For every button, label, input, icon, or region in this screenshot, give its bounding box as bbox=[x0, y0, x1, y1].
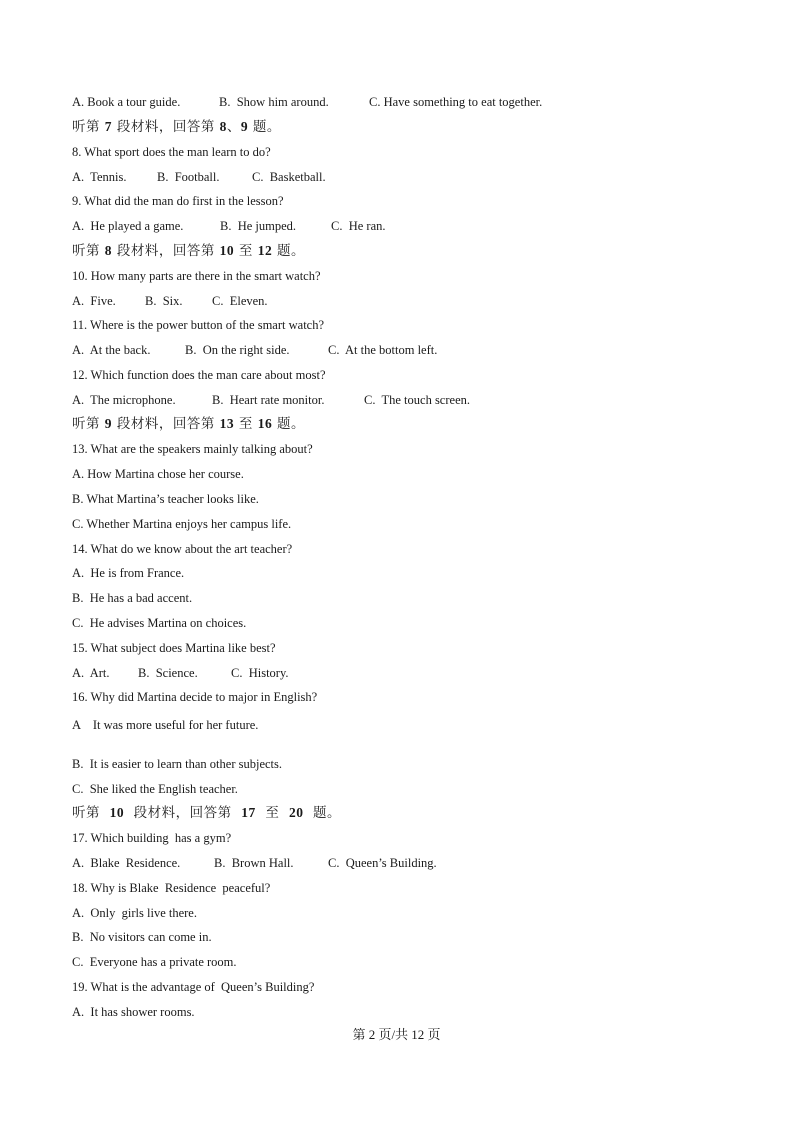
question-text: 19. What is the advantage of Queen’s Building? bbox=[72, 980, 315, 994]
section-heading: 听第 9 段材料，回答第 13 至 16 题。 bbox=[72, 416, 306, 432]
answer-option: C. The touch screen. bbox=[364, 393, 470, 407]
question-text: 17. Which building has a gym? bbox=[72, 831, 232, 845]
section-heading: 听第 10 段材料，回答第 17 至 20 题。 bbox=[72, 805, 342, 821]
question-text: 11. Where is the power button of the smart watch? bbox=[72, 318, 325, 332]
answer-option: A. The microphone. bbox=[72, 393, 176, 407]
question-text: 12. Which function does the man care about most? bbox=[72, 368, 326, 382]
answer-option: C. Basketball. bbox=[252, 170, 326, 184]
answer-option: B. Football. bbox=[157, 170, 220, 184]
question-text: 15. What subject does Martina like best? bbox=[72, 641, 276, 655]
page-footer: 第 2 页/共 12 页 bbox=[352, 1027, 441, 1042]
answer-option: C. History. bbox=[231, 666, 289, 680]
answer-option: A. Blake Residence. bbox=[72, 856, 181, 870]
answer-option: B. Heart rate monitor. bbox=[212, 393, 325, 407]
answer-option: B. He has a bad accent. bbox=[72, 591, 193, 605]
answer-option: B. Science. bbox=[138, 666, 198, 680]
question-text: 18. Why is Blake Residence peaceful? bbox=[72, 881, 271, 895]
answer-option: B. Show him around. bbox=[219, 95, 329, 109]
answer-option: A It was more useful for her future. bbox=[72, 718, 259, 732]
answer-option: A. Art. bbox=[72, 666, 110, 680]
answer-option: C. Everyone has a private room. bbox=[72, 955, 237, 969]
answer-option: A. Tennis. bbox=[72, 170, 127, 184]
question-text: 14. What do we know about the art teacher? bbox=[72, 542, 293, 556]
question-text: 13. What are the speakers mainly talking about? bbox=[72, 442, 313, 456]
question-text: 16. Why did Martina decide to major in English? bbox=[72, 690, 318, 704]
question-text: 8. What sport does the man learn to do? bbox=[72, 145, 271, 159]
answer-option: A. Five. bbox=[72, 294, 116, 308]
answer-option: A. It has shower rooms. bbox=[72, 1005, 195, 1019]
answer-option: C. Eleven. bbox=[212, 294, 268, 308]
answer-option: C. She liked the English teacher. bbox=[72, 782, 238, 796]
answer-option: C. Have something to eat together. bbox=[369, 95, 543, 109]
answer-option: A. He played a game. bbox=[72, 219, 184, 233]
answer-option: A. Book a tour guide. bbox=[72, 95, 181, 109]
answer-option: A. He is from France. bbox=[72, 566, 185, 580]
answer-option: B. Brown Hall. bbox=[214, 856, 294, 870]
answer-option: B. Six. bbox=[145, 294, 183, 308]
answer-option: B. No visitors can come in. bbox=[72, 930, 212, 944]
answer-option: B. It is easier to learn than other subjects. bbox=[72, 757, 283, 771]
answer-option: B. He jumped. bbox=[220, 219, 297, 233]
answer-option: C. He advises Martina on choices. bbox=[72, 616, 247, 630]
answer-option: A. How Martina chose her course. bbox=[72, 467, 244, 481]
answer-option: C. Queen’s Building. bbox=[328, 856, 437, 870]
section-heading: 听第 8 段材料，回答第 10 至 12 题。 bbox=[72, 243, 306, 259]
question-text: 9. What did the man do first in the lesson? bbox=[72, 194, 284, 208]
answer-option: C. He ran. bbox=[331, 219, 386, 233]
section-heading: 听第 7 段材料，回答第 8、9 题。 bbox=[72, 119, 281, 135]
answer-option: A. At the back. bbox=[72, 343, 151, 357]
answer-option: C. At the bottom left. bbox=[328, 343, 438, 357]
answer-option: C. Whether Martina enjoys her campus life. bbox=[72, 517, 292, 531]
answer-option: A. Only girls live there. bbox=[72, 906, 197, 920]
answer-option: B. What Martina’s teacher looks like. bbox=[72, 492, 259, 506]
answer-option: B. On the right side. bbox=[185, 343, 290, 357]
question-text: 10. How many parts are there in the smart watch? bbox=[72, 269, 321, 283]
